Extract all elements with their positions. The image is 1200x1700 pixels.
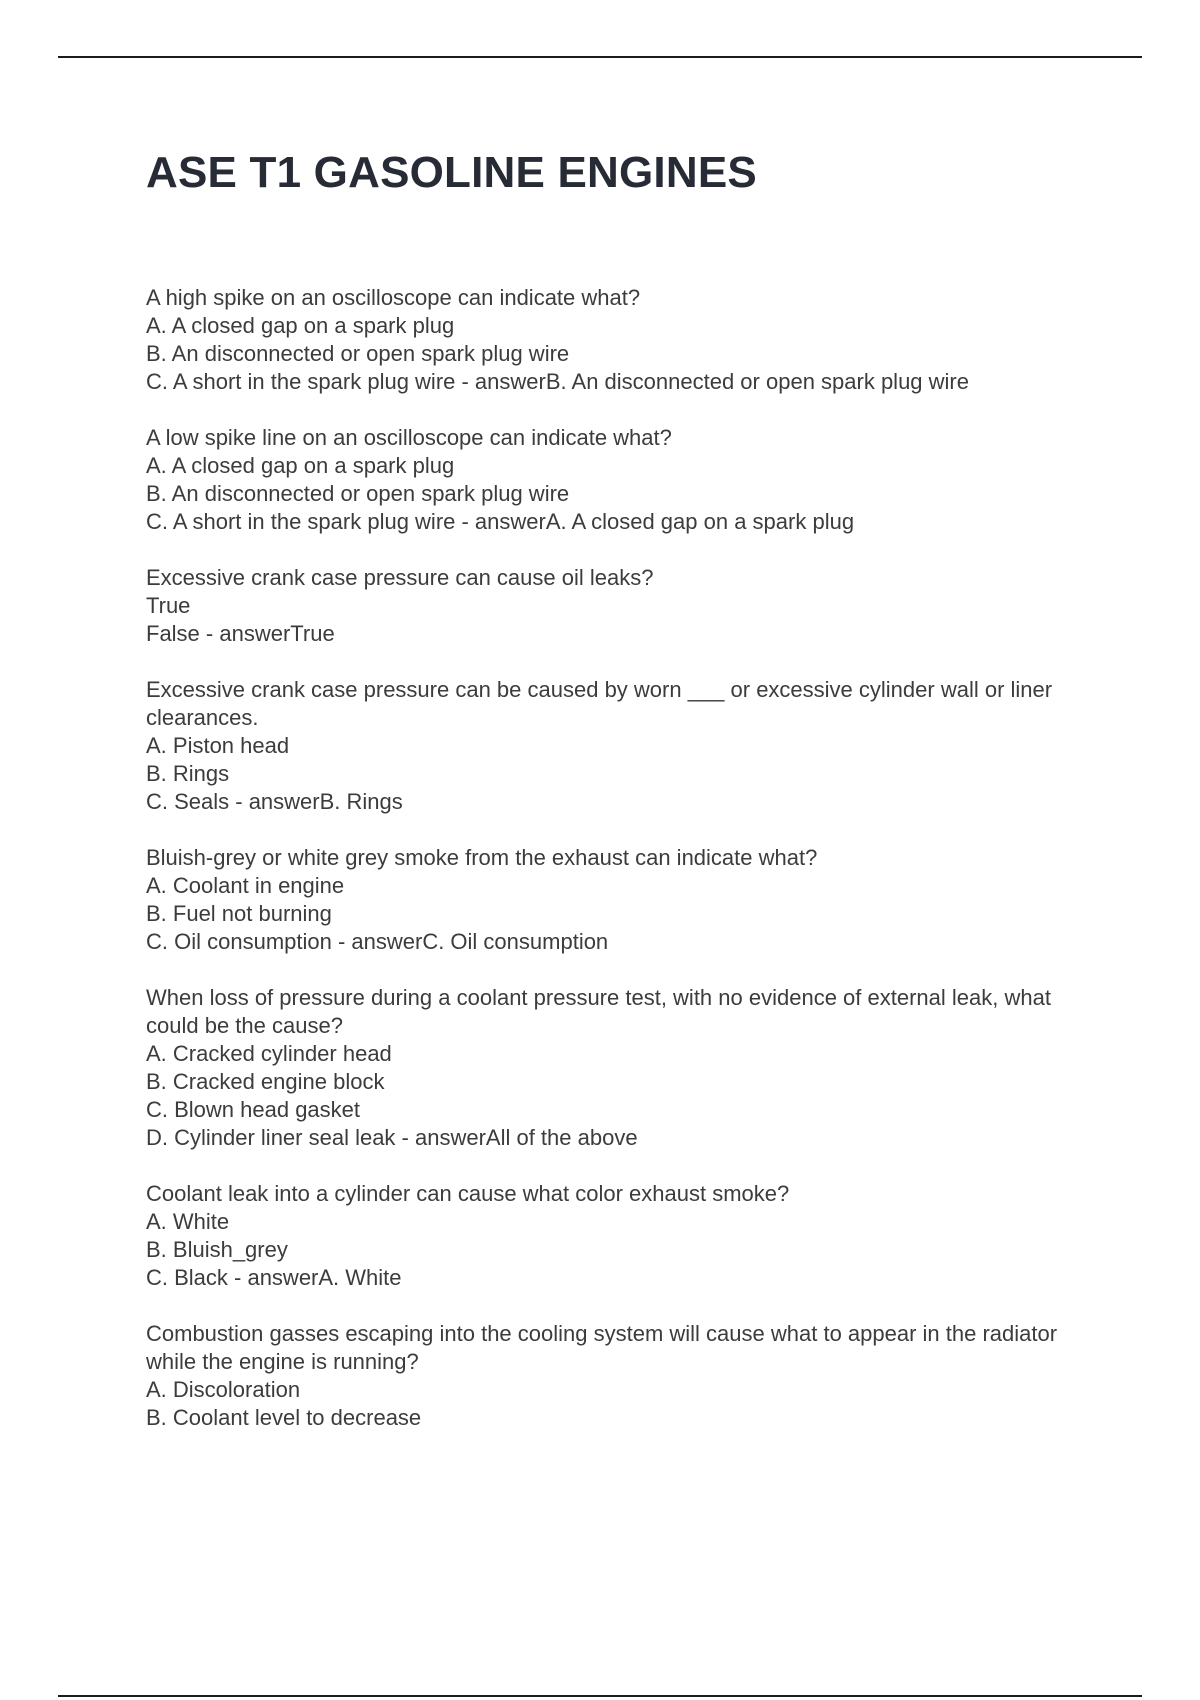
answer-option: C. A short in the spark plug wire - answerA. A closed gap on a spark plug (146, 509, 855, 534)
answer-option: False - answerTrue (146, 621, 335, 646)
question-block (146, 424, 1096, 536)
question-text: When loss of pressure during a coolant pressure test, with no evidence of external leak, what could be the cause? (146, 985, 1051, 1038)
answer-option: True (146, 593, 191, 618)
answer-option: C. Seals - answerB. Rings (146, 789, 403, 814)
answer-option: A. Cracked cylinder head (146, 1041, 392, 1066)
question-text: A low spike line on an oscilloscope can indicate what? (146, 425, 672, 450)
question-text: Coolant leak into a cylinder can cause what color exhaust smoke? (146, 1181, 790, 1206)
answer-option: C. A short in the spark plug wire - answerB. An disconnected or open spark plug wire (146, 369, 969, 394)
answer-option: A. A closed gap on a spark plug (146, 313, 455, 338)
answer-option: B. Cracked engine block (146, 1069, 385, 1094)
answer-option: A. Piston head (146, 733, 290, 758)
question-block (146, 676, 1096, 816)
answer-option: B. Fuel not burning (146, 901, 332, 926)
answer-option: B. Rings (146, 761, 230, 786)
answer-option: B. An disconnected or open spark plug wire (146, 341, 570, 366)
question-text: Combustion gasses escaping into the cooling system will cause what to appear in the radiator while the engine is running? (146, 1321, 1058, 1374)
question-block (146, 284, 1096, 396)
answer-option: A. Discoloration (146, 1377, 301, 1402)
question-block (146, 564, 1096, 648)
answer-option: D. Cylinder liner seal leak - answerAll of the above (146, 1125, 638, 1150)
question-text: A high spike on an oscilloscope can indicate what? (146, 285, 641, 310)
top-rule (58, 56, 1142, 58)
answer-option: A. A closed gap on a spark plug (146, 453, 455, 478)
question-list (146, 284, 1096, 1460)
question-block (146, 1320, 1096, 1432)
question-text: Excessive crank case pressure can cause oil leaks? (146, 565, 654, 590)
question-text: Excessive crank case pressure can be caused by worn ___ or excessive cylinder wall or liner clearances. (146, 677, 1053, 730)
answer-option: A. Coolant in engine (146, 873, 345, 898)
question-block (146, 844, 1096, 956)
question-text: Bluish-grey or white grey smoke from the exhaust can indicate what? (146, 845, 818, 870)
answer-option: B. An disconnected or open spark plug wire (146, 481, 570, 506)
question-block (146, 1180, 1096, 1292)
answer-option: A. White (146, 1209, 230, 1234)
bottom-rule (58, 1695, 1142, 1697)
answer-option: B. Coolant level to decrease (146, 1405, 422, 1430)
answer-option: B. Bluish_grey (146, 1237, 288, 1262)
answer-option: C. Black - answerA. White (146, 1265, 402, 1290)
question-block (146, 984, 1096, 1152)
answer-option: C. Oil consumption - answerC. Oil consumption (146, 929, 609, 954)
document-title: ASE T1 GASOLINE ENGINES (146, 148, 757, 197)
answer-option: C. Blown head gasket (146, 1097, 361, 1122)
